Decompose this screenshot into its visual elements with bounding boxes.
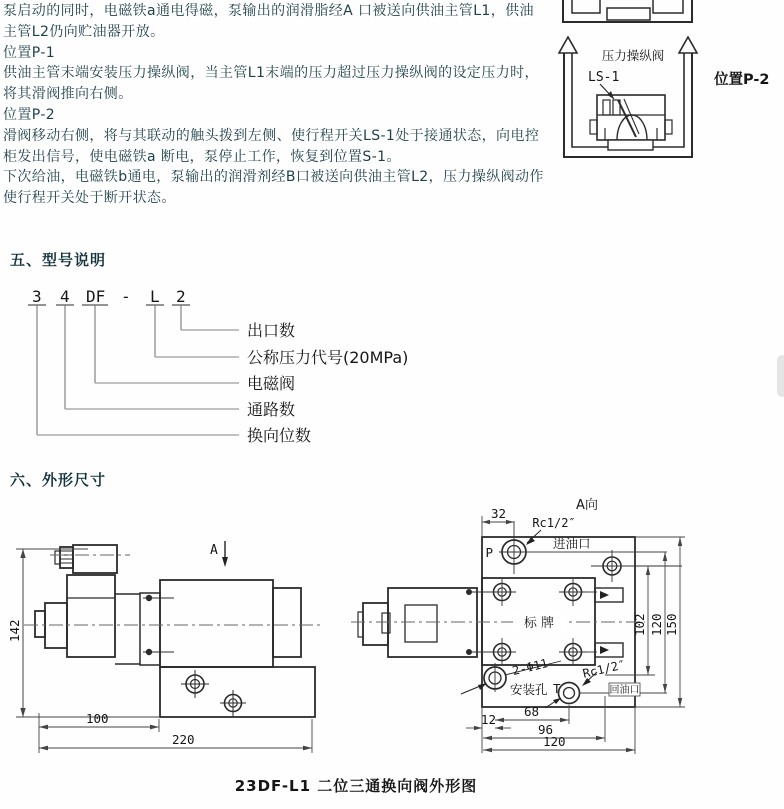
- outlet-label: 回油口: [609, 685, 640, 696]
- cutoff-valve-bottom: [563, 0, 692, 22]
- code-char: L: [150, 287, 160, 306]
- top-view-drawing: [335, 495, 784, 767]
- annotations: [461, 498, 667, 708]
- dim-96: 96: [538, 722, 554, 737]
- down-arrowhead-icon: [222, 557, 228, 567]
- code-label-pressure: 公称压力代号(20MPa): [247, 348, 409, 367]
- dimension-values: [7, 619, 195, 747]
- base-bolt-holes: [181, 670, 246, 716]
- intro-paragraph: 供油主管末端安装压力操纵阀，当主管L1末端的压力超过压力操纵阀的设定压力时，将其滑阀推向右侧。: [3, 65, 539, 103]
- nameplate-label: 标 牌: [523, 616, 555, 631]
- code-vertical-lines: [37, 305, 181, 435]
- intro-text-block: [3, 1, 548, 209]
- intro-paragraph: 位置P-2: [3, 106, 56, 123]
- model-code-labels: [247, 321, 408, 445]
- thread-top-label: Rc1/2″: [532, 516, 576, 530]
- code-char: 4: [60, 287, 70, 306]
- pin-dot: [466, 649, 472, 655]
- side-view-outline: [35, 545, 315, 717]
- dim-32: 32: [491, 506, 507, 521]
- model-code-diagram: [27, 284, 437, 449]
- valve-title-label: 压力操纵阀: [601, 48, 665, 63]
- tab-arrow-icon: [600, 646, 609, 654]
- section-heading-outline: 六、外形尺寸: [10, 471, 107, 489]
- intro-paragraph: 下次给油，电磁铁b通电，泵输出的润滑剂经B口被送向供油主管L2，压力操纵阀动作使行程开关处于断开状态。: [3, 169, 544, 207]
- code-char: -: [121, 287, 131, 306]
- code-char: DF: [86, 287, 106, 306]
- dim-220: 220: [172, 732, 195, 747]
- dim-150: 150: [664, 613, 679, 636]
- code-connector-lines: [37, 330, 239, 435]
- inlet-label: 进油口: [553, 536, 591, 551]
- view-direction-label: A向: [576, 498, 598, 513]
- mount-hole-label: 安装孔: [510, 682, 548, 697]
- centerlines: [24, 555, 320, 625]
- view-a-arrow: [210, 541, 228, 567]
- arrowhead-icon: [553, 698, 561, 704]
- dim-102: 102: [632, 613, 647, 636]
- tab-arrow-icon: [600, 591, 609, 599]
- limit-switch-label: LS-1: [588, 70, 620, 85]
- dim-142: 142: [7, 619, 22, 642]
- pressure-valve-diagram: [540, 0, 720, 164]
- thread-bottom-label: Rc1/2″: [581, 657, 627, 681]
- section-heading-model: 五、型号说明: [10, 251, 107, 269]
- model-code-characters: [32, 287, 186, 306]
- up-arrow-icon: [679, 37, 697, 53]
- pin-dot: [466, 589, 472, 595]
- dim-120-right: 120: [649, 613, 664, 636]
- dim-100: 100: [86, 711, 109, 726]
- dim-12: 12: [481, 712, 497, 727]
- intro-paragraph: 位置P-1: [3, 44, 56, 61]
- port-p-label: P: [485, 545, 493, 560]
- position-p2-label: 位置P-2: [714, 72, 770, 88]
- port-t-label: T: [553, 681, 561, 696]
- connector-hatch: [60, 551, 73, 563]
- code-char: 2: [176, 287, 186, 306]
- scrollbar-thumb[interactable]: [777, 355, 784, 397]
- code-label-passages: 通路数: [247, 400, 296, 419]
- dim-68: 68: [524, 704, 540, 719]
- up-arrow-icon: [559, 37, 577, 53]
- view-a-label: A: [210, 543, 218, 558]
- dim-120-bottom: 120: [543, 734, 566, 749]
- code-label-outlets: 出口数: [247, 321, 296, 340]
- code-label-solenoid: 电磁阀: [247, 374, 296, 393]
- holes-label: 2-Φ11: [510, 656, 550, 678]
- intro-paragraph: 泵启动的同时，电磁铁a通电得磁，泵输出的润滑脂经A 口被送向供油主管L1，供油主管L2仍向贮油器开放。: [3, 3, 534, 40]
- arrowhead-icon: [526, 537, 535, 545]
- code-char: 3: [32, 287, 42, 306]
- code-label-positions: 换向位数: [247, 426, 312, 445]
- side-view-drawing: [8, 535, 338, 767]
- intro-paragraph: 滑阀移动右侧，将与其联动的触头拨到左侧、使行程开关LS-1处于接通状态，向电控柜发出信号，使电磁铁a 断电，泵停止工作，恢复到位置S-1。: [3, 127, 540, 165]
- figure-caption: 23DF-L1 二位三通换向阀外形图: [234, 777, 478, 795]
